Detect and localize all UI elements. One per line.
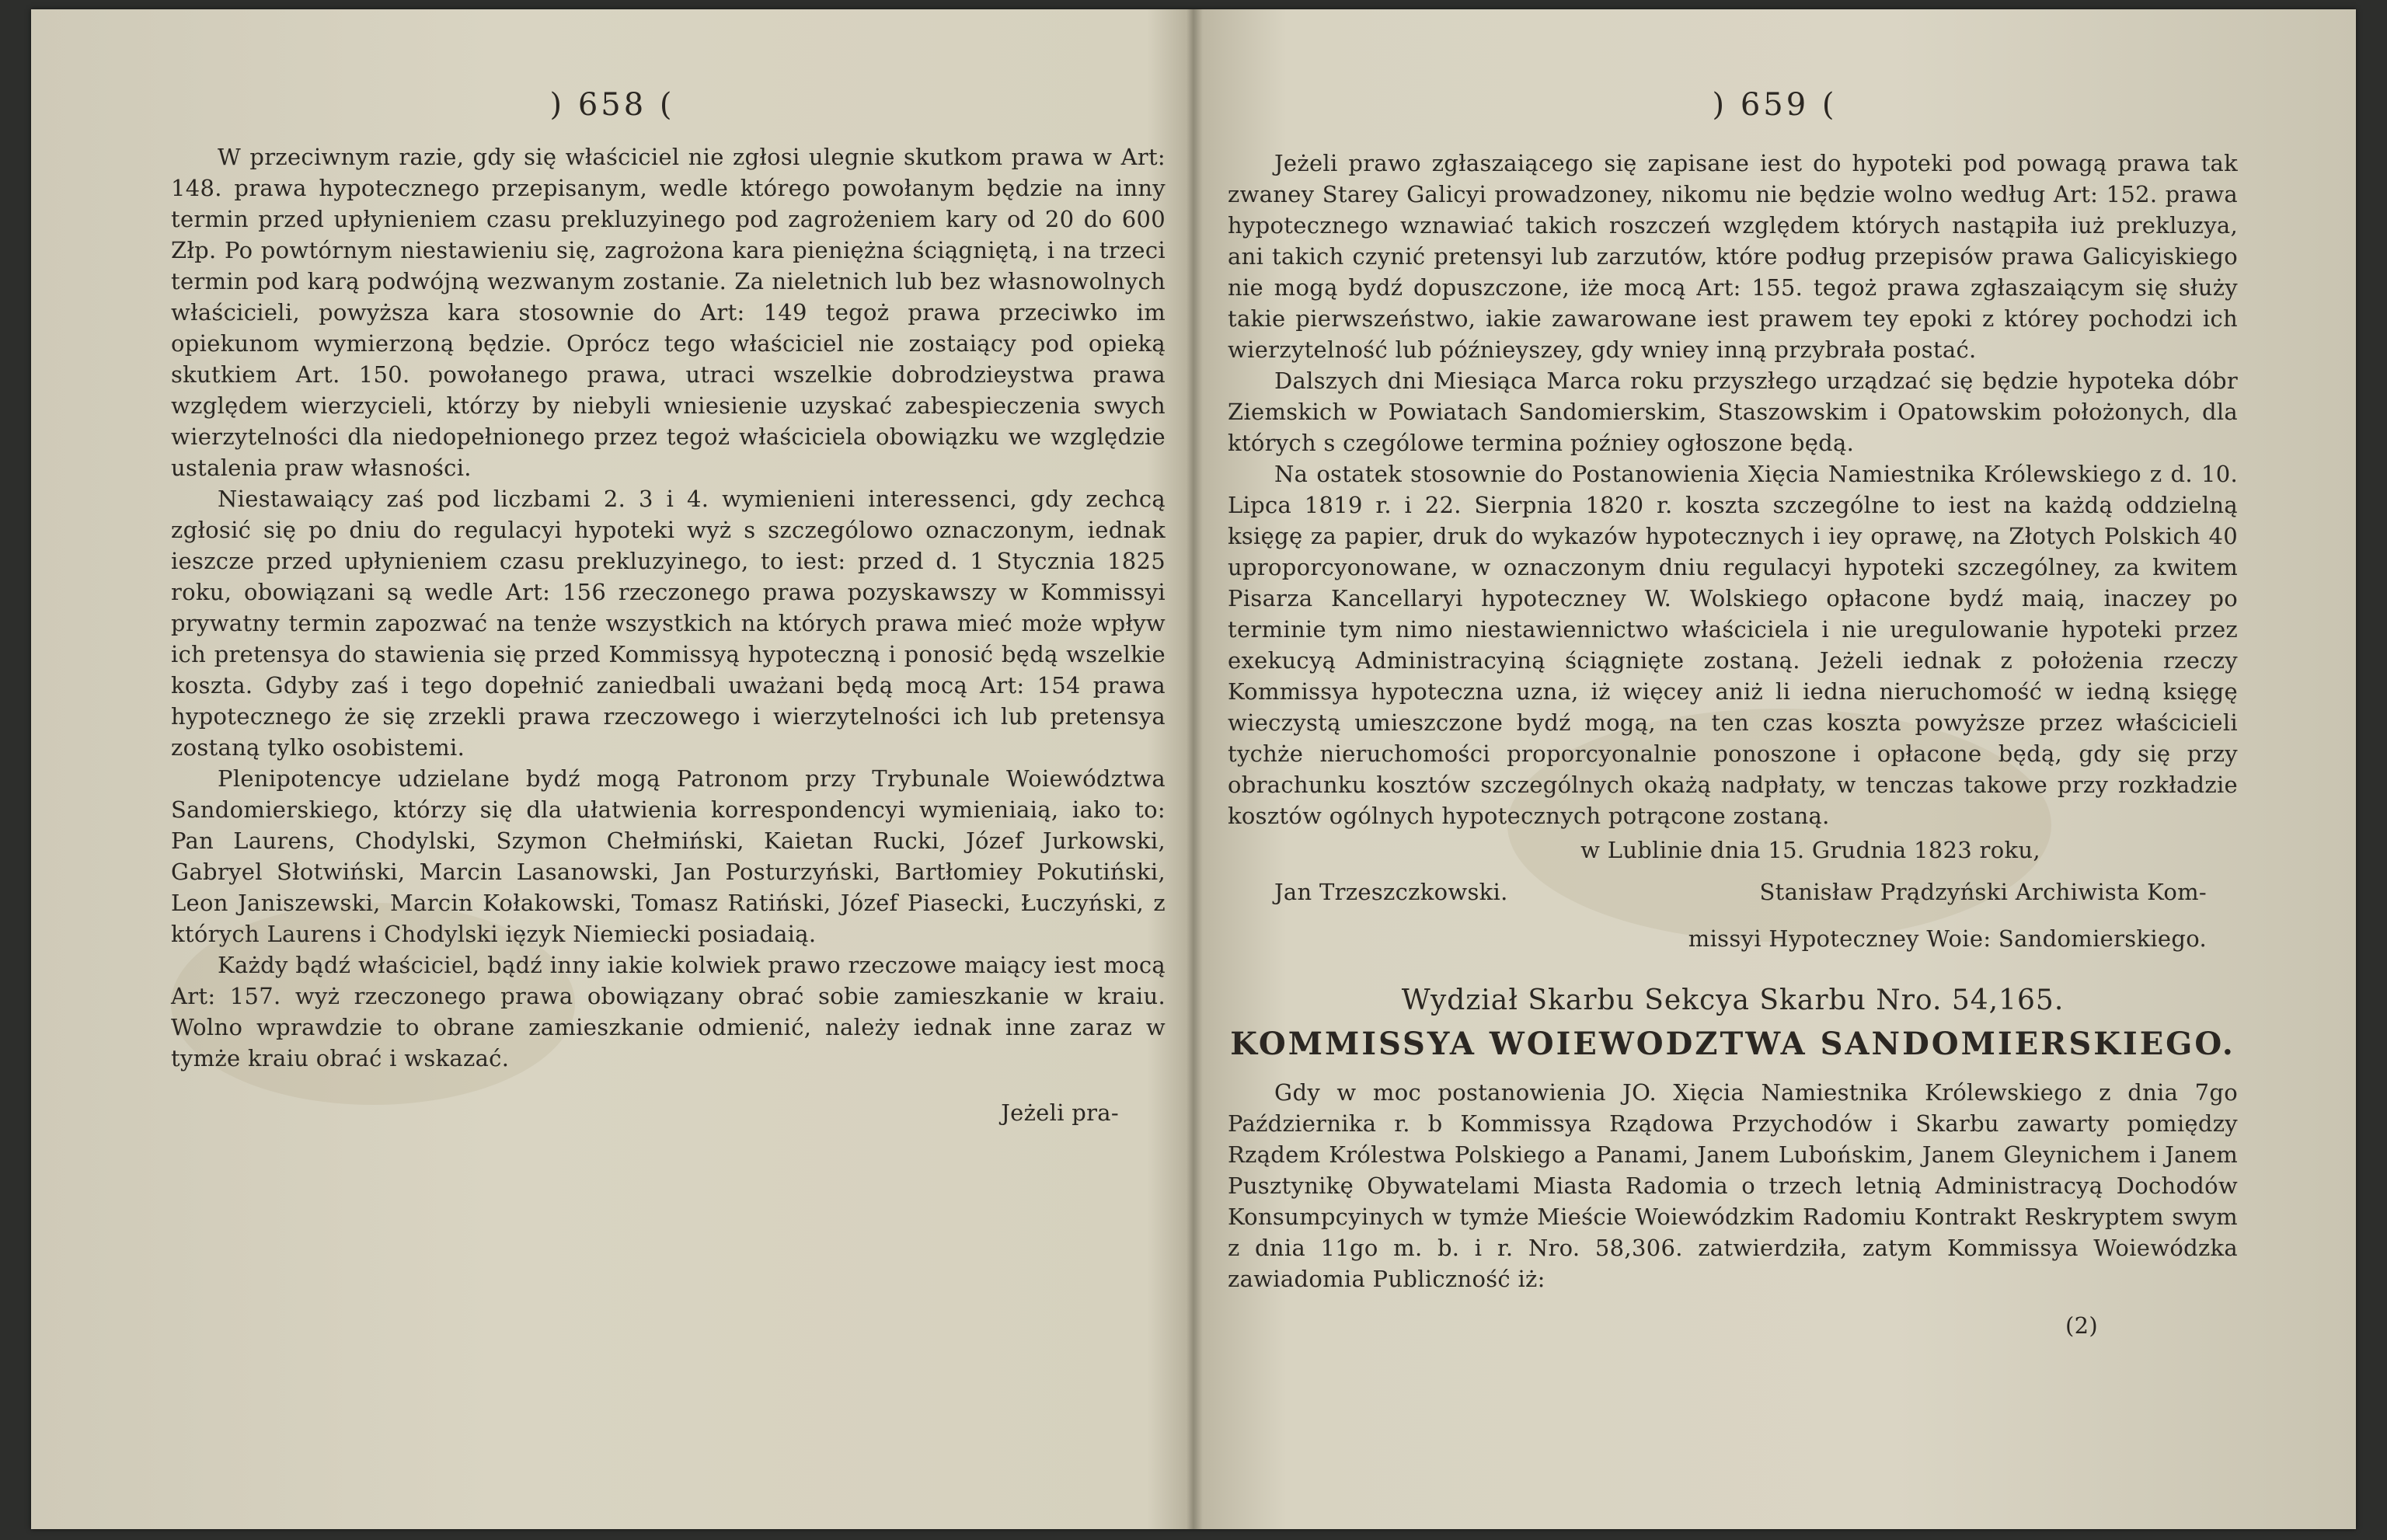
paragraph: Na ostatek stosownie do Postanowienia Xięcia Namiestnika Królewskiego z d. 10. Lipca 1819 r. i 22. Sierpnia 1820 r. koszta szczególne to iest na każdą oddzielną księgę za papier, druk do wykazów hypotecznych i iey oprawę, na Złotych Polskich 40 uproporcyonowane, w oznaczonym dniu regulacyi hypoteki szczególney, za kwitem Pisarza Kancellaryi hypoteczney W. Wolskiego opłacone bydź maią, inaczey po terminie tym nimo niestawiennictwo właściciela i nie uregulowanie hypoteki przez exekucyą Administracyiną ściągnięte zostaną. Jeżeli iednak z położenia rzeczy Kommissya hypoteczna uzna, iż więcey aniż li iedna nieruchomość w iedną księgę wieczystą umieszczone bydź mogą, na ten czas koszta powyższe przez właścicieli tychże nieruchomości proporcyonalnie ponoszone i opłacone będą, gdy się przy obrachunku kosztów szczególnych okażą nadpłaty, w tenczas takowe przy rozkładzie kosztów ogólnych hypotecznych potrącone zostaną. [1228, 461, 2238, 829]
left-page-text [171, 141, 1166, 1128]
paragraph: Gdy w moc postanowienia JO. Xięcia Namiestnika Królewskiego z dnia 7go Października r. b Kommissya Rządowa Przychodów i Skarbu zawarty pomiędzy Rządem Królestwa Polskiego a Panami, Janem Lubońskim, Janem Gleynichem i Janem Pusztynikę Obywatelami Miasta Radomia o trzech letnią Administracyą Dochodów Konsumpcyinych w tymże Mieście Woiewódzkim Radomiu Kontrakt Reskryptem swym z dnia 11go m. b. i r. Nro. 58,306. zatwierdziła, zatym Kommissya Woiewódzka zawiadomia Publiczność iż: [1228, 1079, 2238, 1292]
page-number: ) 659 ( [1712, 87, 1838, 123]
paragraph: Jeżeli prawo zgłaszaiącego się zapisane iest do hypoteki pod powagą prawa tak zwaney Starey Galicyi prowadzoney, nikomu nie będzie wolno według Art: 152. prawa hypotecznego wznawiać takich roszczeń względem których nastąpiła iuż prekluzya, ani takich czynić pretensyi lub zarzutów, które podług przepisów prawa Galicyiskiego nie mogą bydź dopuszczone, iże mocą Art: 155. tegoż prawa zgłaszaiącym się służy takie pierwszeństwo, iakie zawarowane iest prawem tey epoki z którey pochodzi ich wierzytelność lub późnieyszey, gdy wniey inną przybrała postać. [1228, 150, 2238, 363]
signature-mark: (2) [2065, 1312, 2098, 1339]
signatures [1228, 876, 2238, 954]
page-number: ) 658 ( [549, 87, 675, 123]
department-heading: Wydział Skarbu Sekcya Skarbu Nro. 54,165. [1401, 984, 2065, 1016]
paragraph: Każdy bądź właściciel, bądź inny iakie kolwiek prawo rzeczowe maiący iest mocą Art: 157. wyż rzeczonego prawa obowiązany obrać sobie zamieszkanie w kraiu. Wolno wprawdzie to obrane zamieszkanie odmienić, należy iednak inne zaraz w tymże kraiu obrać i wskazać. [171, 952, 1166, 1071]
paragraph: Niestawaiący zaś pod liczbami 2. 3 i 4. wymienieni interessenci, gdy zechcą zgłosić się po dniu do regulacyi hypoteki wyż s szczególowo oznaczonym, iednak ieszcze przed upłynieniem czasu prekluzyinego, to iest: przed d. 1 Stycznia 1825 roku, obowiązani są wedle Art: 156 rzeczonego prawa pozyskawszy w Kommissyi prywatny termin zapozwać na tenże wszystkich na których prawa mieć może wpływ ich pretensya do stawienia się przed Kommissyą hypoteczną i ponosić będą wszelkie koszta. Gdyby zaś i tego dopełnić zaniedbali uważani będą mocą Art: 154 prawa hypotecznego że się zrzekli prawa rzeczowego i wierzytelności ich lub pretensya zostaną tylko osobistemi. [171, 486, 1166, 761]
catchword: Jeżeli pra- [1001, 1099, 1119, 1126]
signer-left: Jan Trzeszczkowski. [1274, 879, 1508, 905]
right-page-text [1228, 148, 2238, 1341]
paragraph: Dalszych dni Miesiąca Marca roku przyszłego urządzać się będzie hypoteka dóbr Ziemskich w Powiatach Sandomierskim, Staszowskim i Opatowskim położonych, dla których s czególowe termina poźniey ogłoszone będą. [1228, 368, 2238, 456]
paragraph: Plenipotencye udzielane bydź mogą Patronom przy Trybunale Woiewództwa Sandomierskiego, którzy się dla ułatwienia korrespondencyi wymieniaią, iako to: Pan Laurens, Chodylski, Szymon Chełmiński, Kaietan Rucki, Józef Jurkowski, Gabryel Słotwiński, Marcin Lasanowski, Jan Posturzyński, Bartłomiey Pokutiński, Leon Janiszewski, Marcin Kołakowski, Tomasz Ratiński, Józef Piasecki, Łuczyński, z których Laurens i Chodylski ięzyk Niemiecki posiadaią. [171, 765, 1166, 947]
commission-heading: KOMMISSYA WOIEWODZTWA SANDOMIERSKIEGO. [1230, 1026, 2235, 1062]
place-date: w Lublinie dnia 15. Grudnia 1823 roku, [1580, 837, 2040, 863]
signer-right-line: Stanisław Prądzyński Archiwista Kom- [1759, 879, 2207, 905]
signer-right-line: missyi Hypoteczney Woie: Sandomierskiego. [1688, 925, 2207, 952]
paragraph: W przeciwnym razie, gdy się właściciel nie zgłosi ulegnie skutkom prawa w Art: 148. prawa hypotecznego przepisanym, wedle którego powołanym będzie na inny termin przed upłynieniem czasu prekluzyinego pod zagrożeniem kary od 20 do 600 Złp. Po powtórnym niestawieniu się, zagrożona kara pieniężna ściągniętą, i na trzeci termin pod karą podwójną wezwanym zostanie. Za nieletnich lub bez własnowolnych właścicieli, powyższa kara stosownie do Art: 149 tegoż prawa przeciwko im opiekunom wymierzoną będzie. Oprócz tego właściciel nie zostaiący pod opieką skutkiem Art. 150. powołanego prawa, utraci wszelkie dobrodzieystwa prawa względem wierzycieli, którzy by niebyli wniesienie uzyskać zabespieczenia swych wierzytelności dla niedopełnionego przez tegoż właściciela obowiązku we względzie ustalenia praw własności. [171, 144, 1166, 481]
signer-right [1663, 876, 2238, 954]
